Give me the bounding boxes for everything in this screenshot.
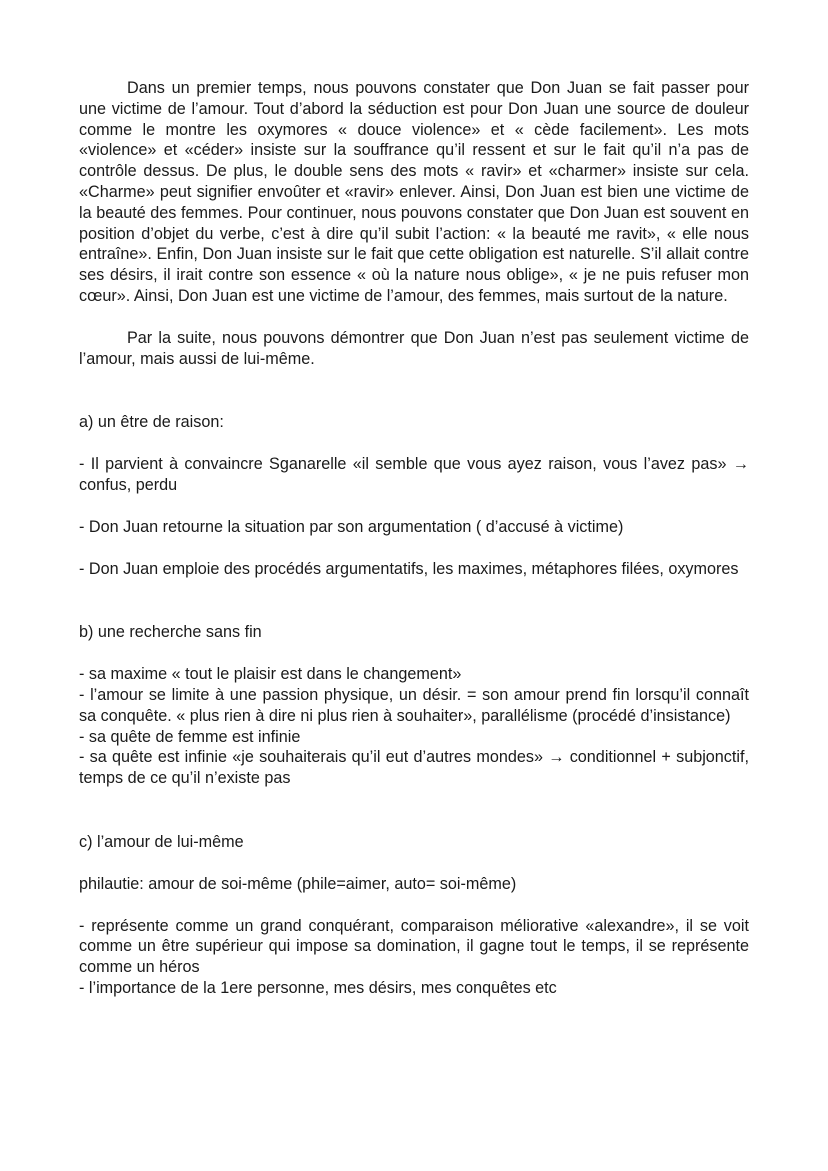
section-a-item-3: - Don Juan emploie des procédés argumentatifs, les maximes, métaphores filées, oxymores <box>79 559 739 578</box>
section-b-item-2: - l’amour se limite à une passion physique, un désir. = son amour prend fin lorsqu’il connaît sa conquête. « plus rien à dire ni plus rien à souhaiter», parallélisme (procédé d’insistance) <box>79 685 749 725</box>
document-page <box>79 78 749 999</box>
section-a-item-2: - Don Juan retourne la situation par son argumentation ( d’accusé à victime) <box>79 517 624 536</box>
section-b-item-4: - sa quête est infinie «je souhaiterais qu’il eut d’autres mondes» → conditionnel + subjonctif, temps de ce qu’il n’existe pas <box>79 748 749 788</box>
section-b-item-1: - sa maxime « tout le plaisir est dans le changement» <box>79 665 462 684</box>
section-b-item-3: - sa quête de femme est infinie <box>79 727 301 746</box>
section-c-item-1: - représente comme un grand conquérant, comparaison méliorative «alexandre», il se voit comme un être supérieur qui impose sa domination, il gagne tout le temps, il se représente comme un héros <box>79 916 749 977</box>
section-c-item-2: - l’importance de la 1ere personne, mes désirs, mes conquêtes etc <box>79 978 557 997</box>
section-c-heading: c) l’amour de lui-même <box>79 832 244 851</box>
section-a-item-1: - Il parvient à convaincre Sganarelle «il semble que vous ayez raison, vous l’avez pas» → confus, perdu <box>79 455 749 494</box>
intro-paragraph-2: Par la suite, nous pouvons démontrer que Don Juan n’est pas seulement victime de l’amour, mais aussi de lui-même. <box>79 328 749 368</box>
section-c-definition: philautie: amour de soi-même (phile=aimer, auto= soi-même) <box>79 874 517 893</box>
section-a-heading: a) un être de raison: <box>79 413 224 432</box>
section-b-heading: b) une recherche sans fin <box>79 623 262 642</box>
intro-paragraph-1: Dans un premier temps, nous pouvons constater que Don Juan se fait passer pour une victime de l’amour. Tout d’abord la séduction est pour Don Juan une source de douleur comme le montre les oxymores « douce violence» et « cède facilement». Les mots «violence» et «céder» insiste sur la souffrance qu’il ressent et sur le fait qu’il n’a pas de contrôle dessus. De plus, le double sens des mots « ravir» et «charmer» insiste sur cela. «Charme» peut signifier envoûter et «ravir» enlever. Ainsi, Don Juan est bien une victime de la beauté des femmes. Pour continuer, nous pouvons constater que Don Juan est souvent en position d’objet du verbe, c’est à dire qu’il subit l’action: « la beauté me ravit», « elle nous entraîne». Enfin, Don Juan insiste sur le fait que cette obligation est naturelle. S’il allait contre ses désirs, il irait contre son essence « où la nature nous oblige», « je ne puis refuser mon cœur». Ainsi, Don Juan est une victime de l’amour, des femmes, mais surtout de la nature. <box>79 79 749 305</box>
